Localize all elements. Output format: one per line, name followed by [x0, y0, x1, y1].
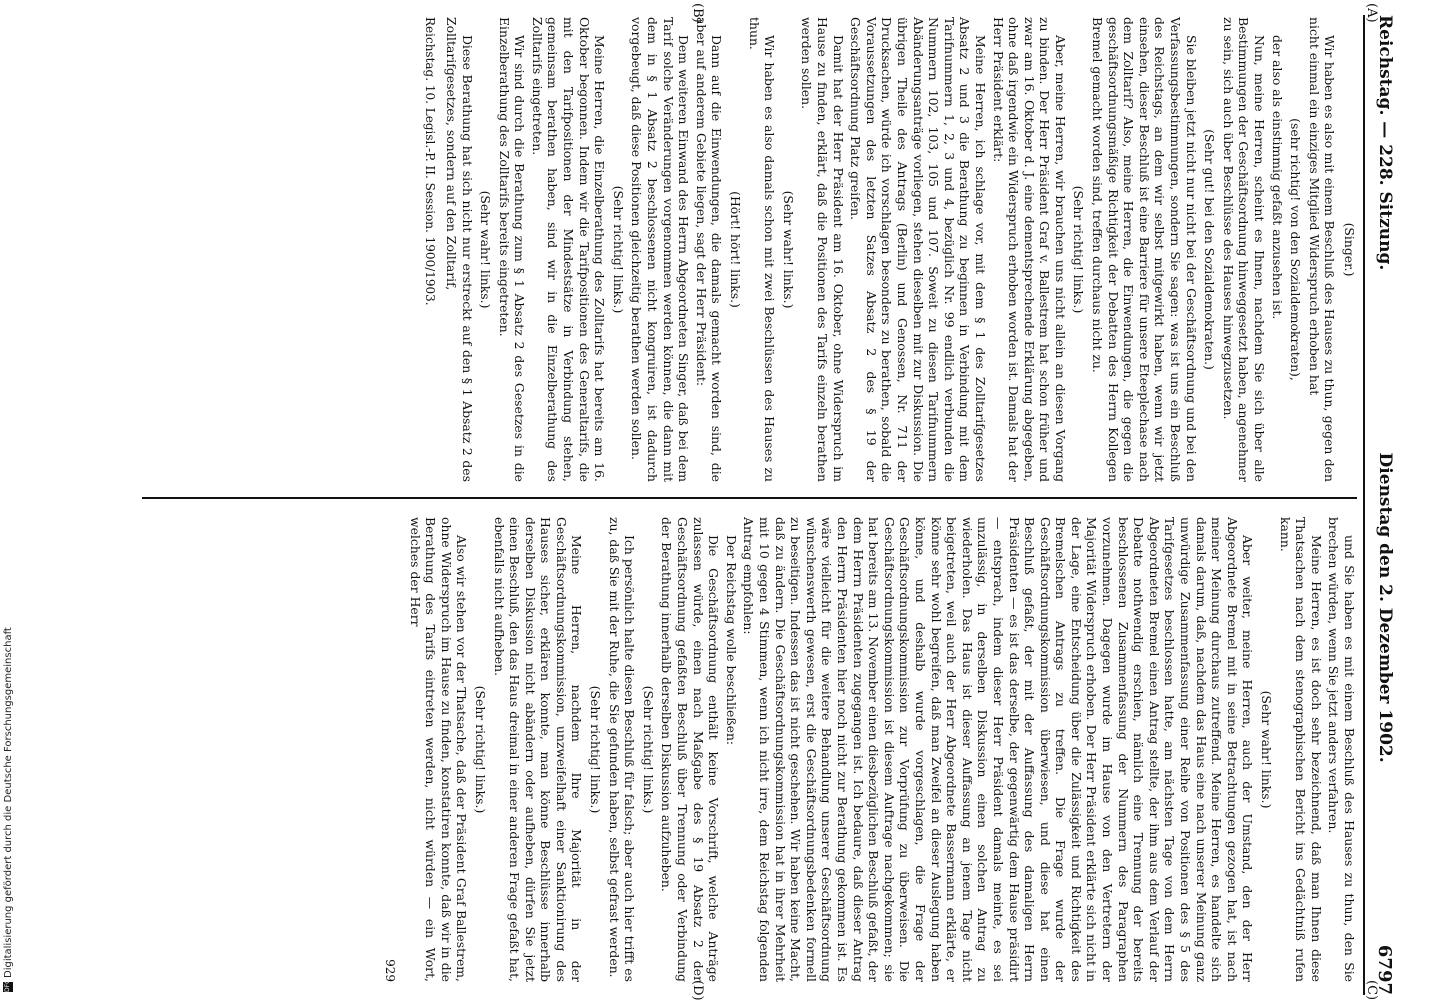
paragraph: und Sie haben es mit einem Beschluß des Hauses zu thun, den Sie brechen würden, wenn Sie jetzt anders verfahren.: [1326, 517, 1357, 982]
scanned-page: [115, 5, 1405, 1005]
interjection: (Sehr richtig! links.): [640, 685, 656, 814]
digitization-sidenote: [1, 608, 15, 992]
header-session-title: Reichstag. — 228. Sitzung.: [1375, 15, 1395, 271]
interjection: (Sehr richtig! links.): [472, 685, 488, 814]
paragraph: Der Reichstag wolle beschließen:: [723, 535, 739, 746]
left-column: [422, 17, 1357, 482]
speaker-name: (Singer.): [1342, 222, 1357, 277]
session-footer: Reichstag. 10. Legisl.-P. II. Session. 1900/1903.: [423, 17, 438, 306]
header-date: Dienstag den 2. Dezember 1902.: [1375, 452, 1395, 763]
margin-marker-c: (C): [1364, 980, 1379, 1001]
interjection: (Sehr richtig! links.): [1071, 185, 1087, 314]
paragraph: Dann auf die Einwendungen, die damals gemacht worden sind, die aber auf anderem Gebiete liegen, sagt der Herr Präsident:: [693, 17, 725, 482]
margin-marker-d: (D): [690, 980, 705, 1001]
interjection: (Sehr wahr! links.): [478, 190, 494, 309]
interjection: (sehr richtig! von den Sozialdemokraten),: [1288, 118, 1304, 381]
paragraph: Wir sind durch die Berathung zum § 1 Absatz 2 des Gesetzes in die Einzelberathung des Zolltarifs bereits eingetreten.: [496, 17, 528, 482]
paragraph: Meine Herren, die Einzelberathung des Zolltarifs hat bereits am 16. Oktober begonnen. Indem wir die Tarifpositionen des Generaltarifs, die mit den Tarifpositionen der Mindestsätze in Verbindung stehen, gemeinsam berathen haben, sind wir in die Einzelberathung des Zolltarifs eingetreten.: [529, 17, 608, 482]
dfg-logo: DFG: [4, 979, 11, 992]
paragraph: der also als einstimmig gefaßt anzusehen ist.: [1269, 35, 1285, 320]
paragraph: Also wir stehen vor der Thatsache, daß der Präsident Graf Ballestrem, ohne Widerspruch im Hause zu finden, konstatiren konnte, daß wir in die Berathung des Tarifs eintreten werden, nicht würden — ein Wort, welches der Herr: [407, 517, 470, 982]
interjection: (Hört! hört! links.): [728, 191, 744, 308]
right-column: [381, 517, 1357, 982]
paragraph: Meine Herren, es ist doch sehr bezeichnend, daß man Ihnen diese Thatsachen nach dem stenographischen Bericht ins Gedächtniß rufen kann.: [1277, 517, 1324, 982]
margin-marker-a: (A): [1364, 3, 1379, 23]
sidenote-text: Digitalisierung gefördert durch die Deutsche Forschungsgemeinschaft: [2, 627, 14, 978]
interjection: (Sehr gut! bei den Sozialdemokraten.): [1202, 129, 1218, 370]
paragraph: Aber weiter, meine Herren, auch der Umstand, den der Herr Abgeordnete Bremel mit in seine Betrachtungen gezogen hat, ist nach meiner Meinung durchaus zutreffend. Meine Herren, es handelte sich damals darum, daß, nachdem das Haus eine nach unserer Meinung ganz unwürdige Zusammenfassung einer Reihe von Positionen des § 5 des Tarifgesetzes beschlossen hatte, am nächsten Tage von dem Herrn Abgeordneten Bremel einen Antrag stellte, der ihm aus dem Verlauf der Debatte nothwendig erschien, nämlich eine Trennung der bereits beschlossenen Zusammenfassung der Nummern des Paragraphen vorzunehmen. Dagegen wurde im Hause von den Vertretern der Majorität Widerspruch erhoben. Der Herr Präsident erklärte sich nicht in der Lage, eine Entscheidung über die Zulässigkeit und Richtigkeit des Bremelschen Antrags zu treffen. Die Frage wurde der Geschäftsordnungskommission überwiesen, und diese hat einen Beschluß gefaßt, der mit der Auffassung des damaligen Herrn Präsidenten — es ist das derselbe, der gegenwärtig dem Hause präsidirt — entsprach, indem dieser Herr Präsident damals meinte, es sei unzulässig, in derselben Diskussion einen solchen Antrag zu wiederholen. Das Haus ist dieser Auffassung an jenem Tage nicht beigetreten, weil auch der Herr Abgeordnete Bassermann erklärte, er könne sehr wohl begreifen, daß man Zweifel an dieser Auslegung haben könne, und deshalb wurde vorgeschlagen, die Frage der Geschäftsordnungskommission zur Vorprüfung zu überweisen. Die Geschäftsordnungskommission ist diesem Auftrage nachgekommen; sie hat bereits am 13. November einen diesbezüglichen Beschluß gefaßt, der dem Herrn Präsidenten zugegangen ist. Ich bedaure, daß dieser Antrag den Herrn Präsidenten hier noch nicht zur Berathung gekommen ist. Es wäre vielleicht für die weitere Behandlung unserer Geschäftsordnung wünschenswerth gewesen, erst die Geschäftsordnungsbedenken formell zu beseitigen. Indessen das ist nicht geschehen. Wir haben keine Macht, daß zu ändern. Die Geschäftsordnungskommission hat in ihrer Mehrheit mit 10 gegen 4 Stimmen, wenn ich nicht irre, dem Reichstag folgenden Antrag empfohlen:: [741, 517, 1256, 982]
paragraph: Die Geschäftsordnung enthält keine Vorschrift, welche Anträge zulassen würde, einen nach Maßgabe des § 19 Absatz 2 der Geschäftsordnung gefaßten Beschluß über Trennung oder Verbindung der Berathung innerhalb derselben Diskussion aufzuheben.: [659, 517, 722, 982]
paragraph: Diese Berathung hat sich nicht nur erstreckt auf den § 1 Absatz 2 des Zolltarifgesetzes, sondern auf den Zolltarif,: [443, 17, 475, 482]
paragraph: Wir haben es also damals schon mit zwei Beschlüssen des Hauses zu thun.: [746, 17, 778, 482]
paragraph: Meine Herren, nachdem Ihre Majorität in der Geschäftsordnungskommission, unzweifelhaft einer Sanktionirung des Hauses sicher, erklären konnte, man könne Beschlüsse innerhalb derselben Diskussion nicht abändern oder aufheben, dürfen Sie jetzt einen Beschluß, den das Haus dreimal in einer anderen Frage gefaßt hat, ebenfalls nicht aufheben.: [491, 517, 585, 982]
paragraph: Aber, meine Herren, wir brauchen uns nicht allein an diesen Vorgang zu binden. Der Herr Präsident Graf v. Ballestrem hat schon früher und zwar am 16. Oktober d. J. eine dementsprechende Erklärung abgegeben, ohne daß irgendwie ein Widerspruch erhoben worden ist. Damals hat der Herr Präsident erklärt:: [990, 17, 1068, 482]
paragraph: Damit hat der Herr Präsident am 16. Oktober, ohne Widerspruch im Hause zu finden, erklärt, daß die Positionen des Tarifs einzeln berathen werden sollen.: [799, 17, 846, 482]
page-header: [1363, 15, 1405, 995]
paragraph: Ich persönlich halte diesen Beschluß für falsch; aber auch hier trifft es zu, daß Sie mit der Ruhe, die Sie gefunden haben, selbst gefrast werden.: [606, 517, 638, 982]
paragraph: Dem weiteren Einwand des Herrn Abgeordneten Singer, daß bei dem Tarif solche Veränderungen vorgenommen werden können, die dann mit dem in § 1 Absatz 2 beschlossenen nicht kongruiren, ist dadurch vorgebeugt, daß diese Positionen gleichzeitig berathen werden sollen.: [629, 17, 692, 482]
column-divider: [142, 497, 1357, 499]
printer-page-number: 929: [382, 959, 397, 982]
interjection: (Sehr richtig! links.): [610, 185, 626, 314]
header-page-number: 6797: [1374, 944, 1396, 995]
paragraph: Wir haben es also mit einem Beschluß des Hauses zu thun, gegen den nicht einmal ein einziges Mitglied Widerspruch erhoben hat: [1306, 17, 1338, 482]
paragraph: Meine Herren, ich schlage vor, mit dem § 1 des Zolltarifgesetzes Absatz 2 und 3 die Berathung zu beginnen in Verbindung mit dem Tarifnummern 1, 2, 3 und 4, bezüglich Nr. 99 endlich verbunden die Nummern 102, 103, 105 und 107. Soweit zu diesen Tarifnummern Abänderungsanträge vorliegen, stehen dieselben mit zur Diskussion. Die übrigen Theile des Antrags (Berlin) und Genossen, Nr. 711 der Drucksachen, würde ich vorschlagen besonders zu berathen, sobald die Voraussetzungen des letzten Satzes Absatz 2 des § 19 der Geschäftsordnung Platz greifen.: [848, 17, 988, 482]
interjection: (Sehr wahr! links.): [780, 190, 796, 309]
margin-marker-b: (B): [690, 3, 705, 23]
paragraph: Nun, meine Herren, scheint es Ihnen, nachdem Sie sich über alle Bestimmungen der Geschäftsordnung hinweggesetzt haben, angenehmer zu sein, sich auch über Beschlüsse des Hauses hinwegzusetzen.: [1220, 17, 1268, 482]
interjection: (Sehr richtig! links.): [588, 685, 604, 814]
paragraph: Sie bleiben jetzt nicht nur nicht bei der Geschäftsordnung und bei den Verfassungsbestimmungen, sondern Sie sagen: was ist uns ein Beschluß des Reichstags, an dem wir selbst mitgewirkt haben, wenn wir jetzt einsehen, dieser Beschluß ist eine Barriere für unsere Eteeplechase nach dem Zolltarif? Also, meine Herren, die Einwendungen, die gegen die geschäftsordnungsmäßige Richtigkeit der Debatten des Herrn Kollegen Bremel gemacht worden sind, treffen durchaus nicht zu.: [1090, 17, 1199, 482]
interjection: (Sehr wahr! links.): [1259, 690, 1275, 809]
